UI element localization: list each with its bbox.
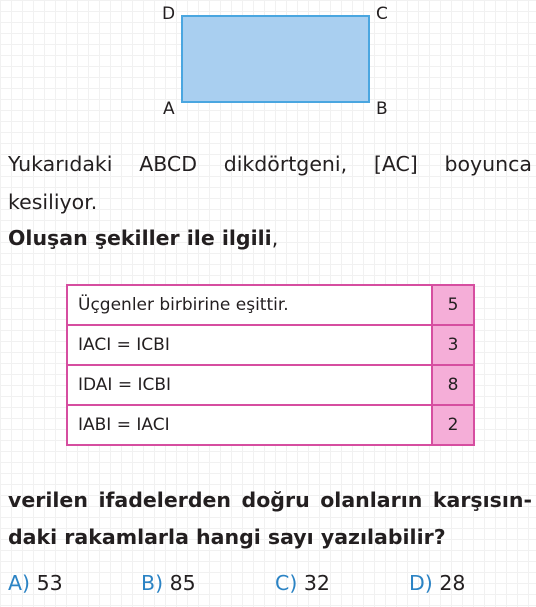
vertex-label-d: D (162, 4, 176, 24)
option-value: 85 (169, 571, 196, 595)
vertex-label-b: B (376, 99, 388, 119)
option-letter: C) (275, 571, 298, 595)
prompt-suffix: , (271, 226, 279, 250)
number-cell: 5 (432, 285, 474, 325)
question-text (8, 482, 532, 556)
problem-statement (8, 145, 532, 221)
vertex-label-a: A (163, 99, 175, 119)
question-line-1: verilen ifadelerden doğru olanların karşısın- (8, 488, 532, 512)
question-line-2: daki rakamlarla hangi sayı yazılabilir? (8, 525, 446, 549)
number-cell: 3 (432, 325, 474, 365)
option-letter: D) (409, 571, 433, 595)
vertex-label-c: C (376, 4, 388, 24)
statement-cell: IACI = ICBI (67, 325, 432, 365)
statement-cell: IABI = IACI (67, 405, 432, 445)
statement-cell: IDAI = ICBI (67, 365, 432, 405)
table-row (67, 325, 474, 365)
option-letter: B) (141, 571, 164, 595)
table-row (67, 405, 474, 445)
option-value: 32 (303, 571, 330, 595)
prompt-bold-text: Oluşan şekiller ile ilgili (8, 226, 272, 250)
option-letter: A) (8, 571, 31, 595)
option-value: 28 (439, 571, 466, 595)
number-cell: 2 (432, 405, 474, 445)
statement-cell: Üçgenler birbirine eşittir. (67, 285, 432, 325)
statement-line-2: kesiliyor. (8, 190, 98, 214)
prompt-heading (8, 226, 278, 250)
rectangle-abcd (181, 15, 370, 103)
option-b[interactable] (141, 568, 196, 598)
option-a[interactable] (8, 568, 63, 598)
table-row (67, 285, 474, 325)
option-d[interactable] (409, 568, 465, 598)
option-c[interactable] (275, 568, 330, 598)
table-row (67, 365, 474, 405)
option-value: 53 (36, 571, 63, 595)
statement-line-1: Yukarıdaki ABCD dikdörtgeni, [AC] boyunca (8, 152, 532, 176)
number-cell: 8 (432, 365, 474, 405)
statements-table (66, 284, 475, 446)
